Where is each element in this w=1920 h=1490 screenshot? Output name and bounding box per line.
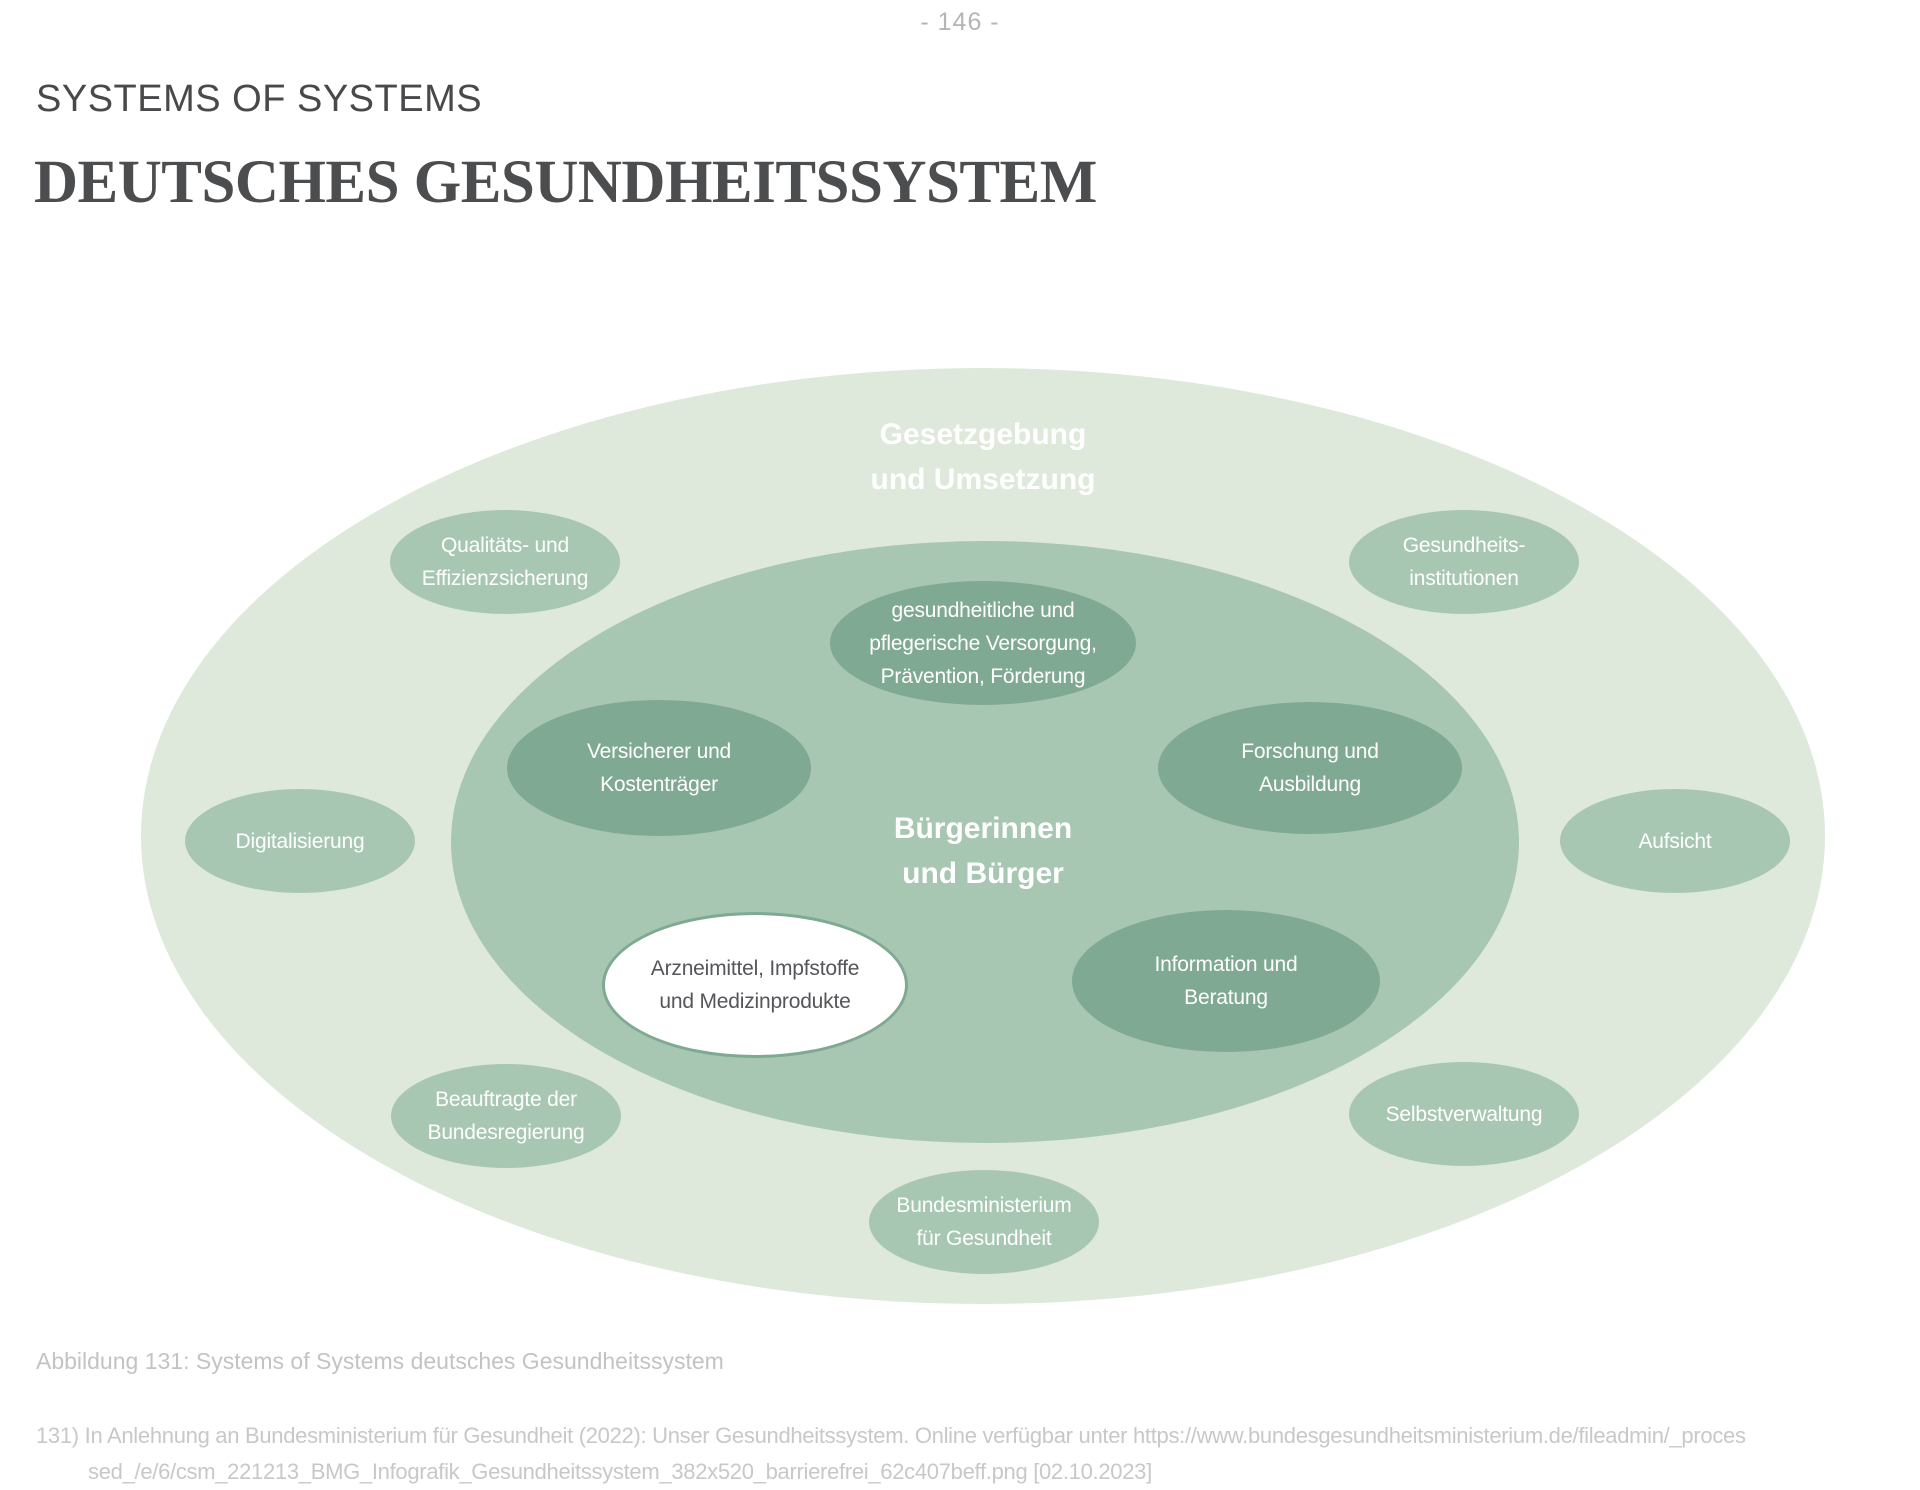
node-digitalisierung: [185, 789, 415, 893]
node-versicherer-und-kostentraeger: [507, 700, 811, 836]
node-label-line: Aufsicht: [1638, 829, 1712, 853]
node-label-line: Arzneimittel, Impfstoffe: [650, 957, 860, 980]
outer-ellipse-label-line: Gesetzgebung: [879, 418, 1087, 451]
figure-caption: Abbildung 131: Systems of Systems deutsches Gesundheitssystem: [36, 1348, 724, 1374]
node-bundesministerium-fuer-gesundheit: [869, 1170, 1099, 1274]
outer-ellipse-label-line: und Umsetzung: [870, 463, 1096, 496]
node-label-line: Digitalisierung: [235, 829, 365, 853]
page-title: DEUTSCHES GESUNDHEITSSYSTEM: [34, 149, 1097, 216]
node-gesundheitsinstitutionen: [1349, 510, 1579, 614]
node-label-line: Bundesregierung: [427, 1121, 585, 1144]
node-beauftragte-der-bundesregierung: [391, 1064, 621, 1168]
node-qualitaets-und-effizienzsicherung: [390, 510, 620, 614]
node-arzneimittel-impfstoffe-medizinprodukte: [602, 912, 908, 1058]
node-label-line: und Medizinprodukte: [659, 990, 851, 1013]
node-label-line: pflegerische Versorgung,: [869, 631, 1097, 655]
node-label-line: Prävention, Förderung: [880, 664, 1086, 688]
node-label-line: Qualitäts- und: [441, 534, 569, 557]
node-forschung-und-ausbildung: [1158, 702, 1462, 834]
node-label-line: Forschung und: [1241, 740, 1379, 763]
footnote-line: sed_/e/6/csm_221213_BMG_Infografik_Gesundheitssystem_382x520_barrierefrei_62c407beff.png [02.10.2023]: [88, 1459, 1152, 1484]
footnote-line: 131) In Anlehnung an Bundesministerium für Gesundheit (2022): Unser Gesundheitssystem. Online verfügbar unter https://www.bundesgesundheitsministerium.de/fileadmin/_proces: [36, 1423, 1746, 1448]
section-kicker: SYSTEMS OF SYSTEMS: [36, 78, 483, 120]
center-label-line: Bürgerinnen: [893, 812, 1073, 845]
footnote: [36, 1418, 1896, 1490]
systems-of-systems-diagram: [141, 368, 1825, 1304]
node-label-line: für Gesundheit: [916, 1227, 1052, 1250]
outer-ellipse-label: [683, 412, 1283, 502]
node-information-und-beratung: [1072, 910, 1380, 1052]
node-label-line: Gesundheits-: [1402, 534, 1526, 557]
node-gesundheitliche-pflegerische-versorgung: [830, 581, 1136, 705]
node-aufsicht: [1560, 789, 1790, 893]
center-label-line: und Bürger: [902, 857, 1064, 890]
node-label-line: institutionen: [1409, 567, 1519, 590]
node-label-line: Ausbildung: [1259, 773, 1361, 796]
node-label-line: Kostenträger: [600, 773, 718, 796]
center-label-buergerinnen: [683, 806, 1283, 896]
node-label-line: Beratung: [1184, 986, 1268, 1009]
page-number: - 146 -: [920, 8, 1000, 36]
node-label-line: Beauftragte der: [435, 1088, 577, 1111]
node-label-line: Information und: [1154, 953, 1298, 976]
node-label-line: Versicherer und: [586, 740, 732, 763]
node-selbstverwaltung: [1349, 1062, 1579, 1166]
node-label-line: gesundheitliche und: [891, 598, 1075, 622]
node-label-line: Bundesministerium: [896, 1194, 1072, 1217]
node-label-line: Effizienzsicherung: [421, 567, 589, 590]
node-label-line: Selbstverwaltung: [1385, 1102, 1543, 1126]
